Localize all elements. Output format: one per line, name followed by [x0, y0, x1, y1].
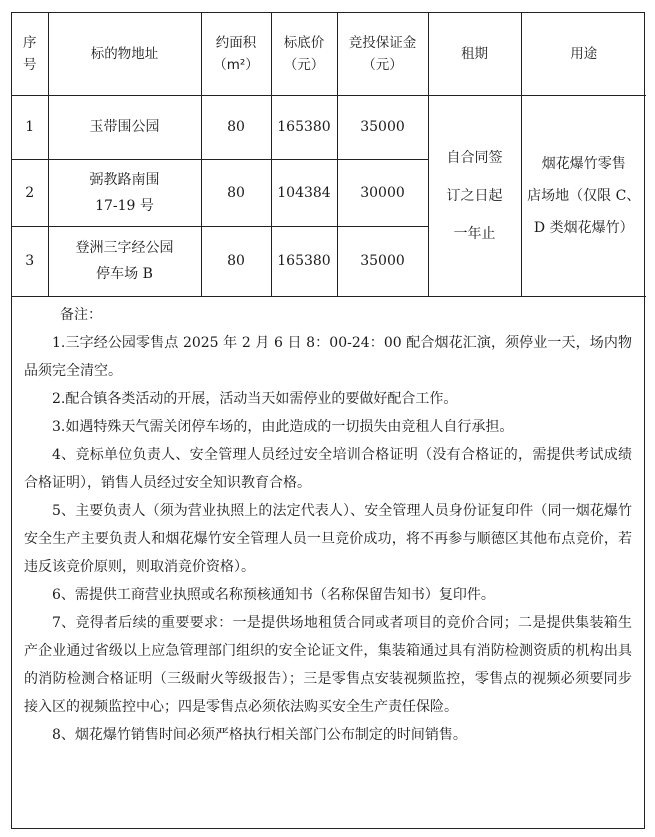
- header-row: [12, 13, 646, 95]
- row-location: 玉带围公园: [48, 95, 201, 159]
- note-item: 4、竞标单位负责人、安全管理人员经过安全培训合格证明（没有合格证的，需提供考试成绩合格证明），销售人员经过安全知识教育合格。: [24, 446, 632, 491]
- header-term: 租期: [428, 13, 521, 95]
- document-frame: [11, 12, 645, 829]
- row-area: 80: [201, 159, 271, 226]
- row-base-price: 104384: [271, 159, 337, 226]
- note-item: 3.如遇特殊天气需关闭停车场的，由此造成的一切损失由竞租人自行承担。: [52, 418, 514, 435]
- header-usage: 用途: [521, 13, 646, 95]
- note-item: 6、需提供工商营业执照或名称预核通知书（名称保留告知书）复印件。: [52, 586, 495, 603]
- header-deposit: 竞投保证金 （元）: [337, 13, 428, 95]
- row-index: 3: [12, 226, 48, 296]
- notes-section: [12, 297, 644, 749]
- header-base-price: 标底价 （元）: [271, 13, 337, 95]
- row-deposit: 35000: [337, 226, 428, 296]
- row-location: 弼教路南围 17-19 号: [48, 159, 201, 226]
- term-cell: 自合同签 订之日起 一年止: [428, 95, 521, 296]
- note-item: 5、主要负责人（须为营业执照上的法定代表人）、安全管理人员身份证复印件（同一烟花爆竹安全生产主要负责人和烟花爆竹安全管理人员一旦竞价成功，将不再参与顺德区其他布点竞价，若违反该竞价原则，则取消竞价资格）。: [24, 502, 632, 575]
- row-deposit: 35000: [337, 95, 428, 159]
- table-row: [12, 95, 646, 159]
- header-area: 约面积 （m²）: [201, 13, 271, 95]
- row-area: 80: [201, 95, 271, 159]
- note-item: 2.配合镇各类活动的开展，活动当天如需停业的要做好配合工作。: [52, 390, 458, 407]
- usage-cell: 烟花爆竹零售 店场地（仅限 C、 D 类烟花爆竹）: [521, 95, 646, 296]
- row-index: 2: [12, 159, 48, 226]
- row-base-price: 165380: [271, 226, 337, 296]
- notes-heading: 备注：: [60, 306, 102, 323]
- note-item: 1.三字经公园零售点 2025 年 2 月 6 日 8：00-24：00 配合烟花汇演，须停业一天，场内物品须完全清空。: [24, 334, 632, 379]
- note-item: 8、烟花爆竹销售时间必须严格执行相关部门公布制定的时间销售。: [52, 726, 467, 743]
- note-item: 7、竞得者后续的重要要求：一是提供场地租赁合同或者项目的竞价合同；二是提供集装箱生产企业通过省级以上应急管理部门组织的安全论证文件，集装箱通过具有消防检测资质的机构出具的消防检测合格证明（三级耐火等级报告）；三是零售点安装视频监控，零售点的视频必须要同步接入区的视频监控中心；四是零售点必须依法购买安全生产责任保险。: [24, 614, 632, 715]
- row-index: 1: [12, 95, 48, 159]
- row-deposit: 30000: [337, 159, 428, 226]
- header-index: 序 号: [12, 13, 48, 95]
- row-area: 80: [201, 226, 271, 296]
- row-location: 登洲三字经公园 停车场 B: [48, 226, 201, 296]
- auction-table: [12, 13, 646, 297]
- header-location: 标的物地址: [48, 13, 201, 95]
- row-base-price: 165380: [271, 95, 337, 159]
